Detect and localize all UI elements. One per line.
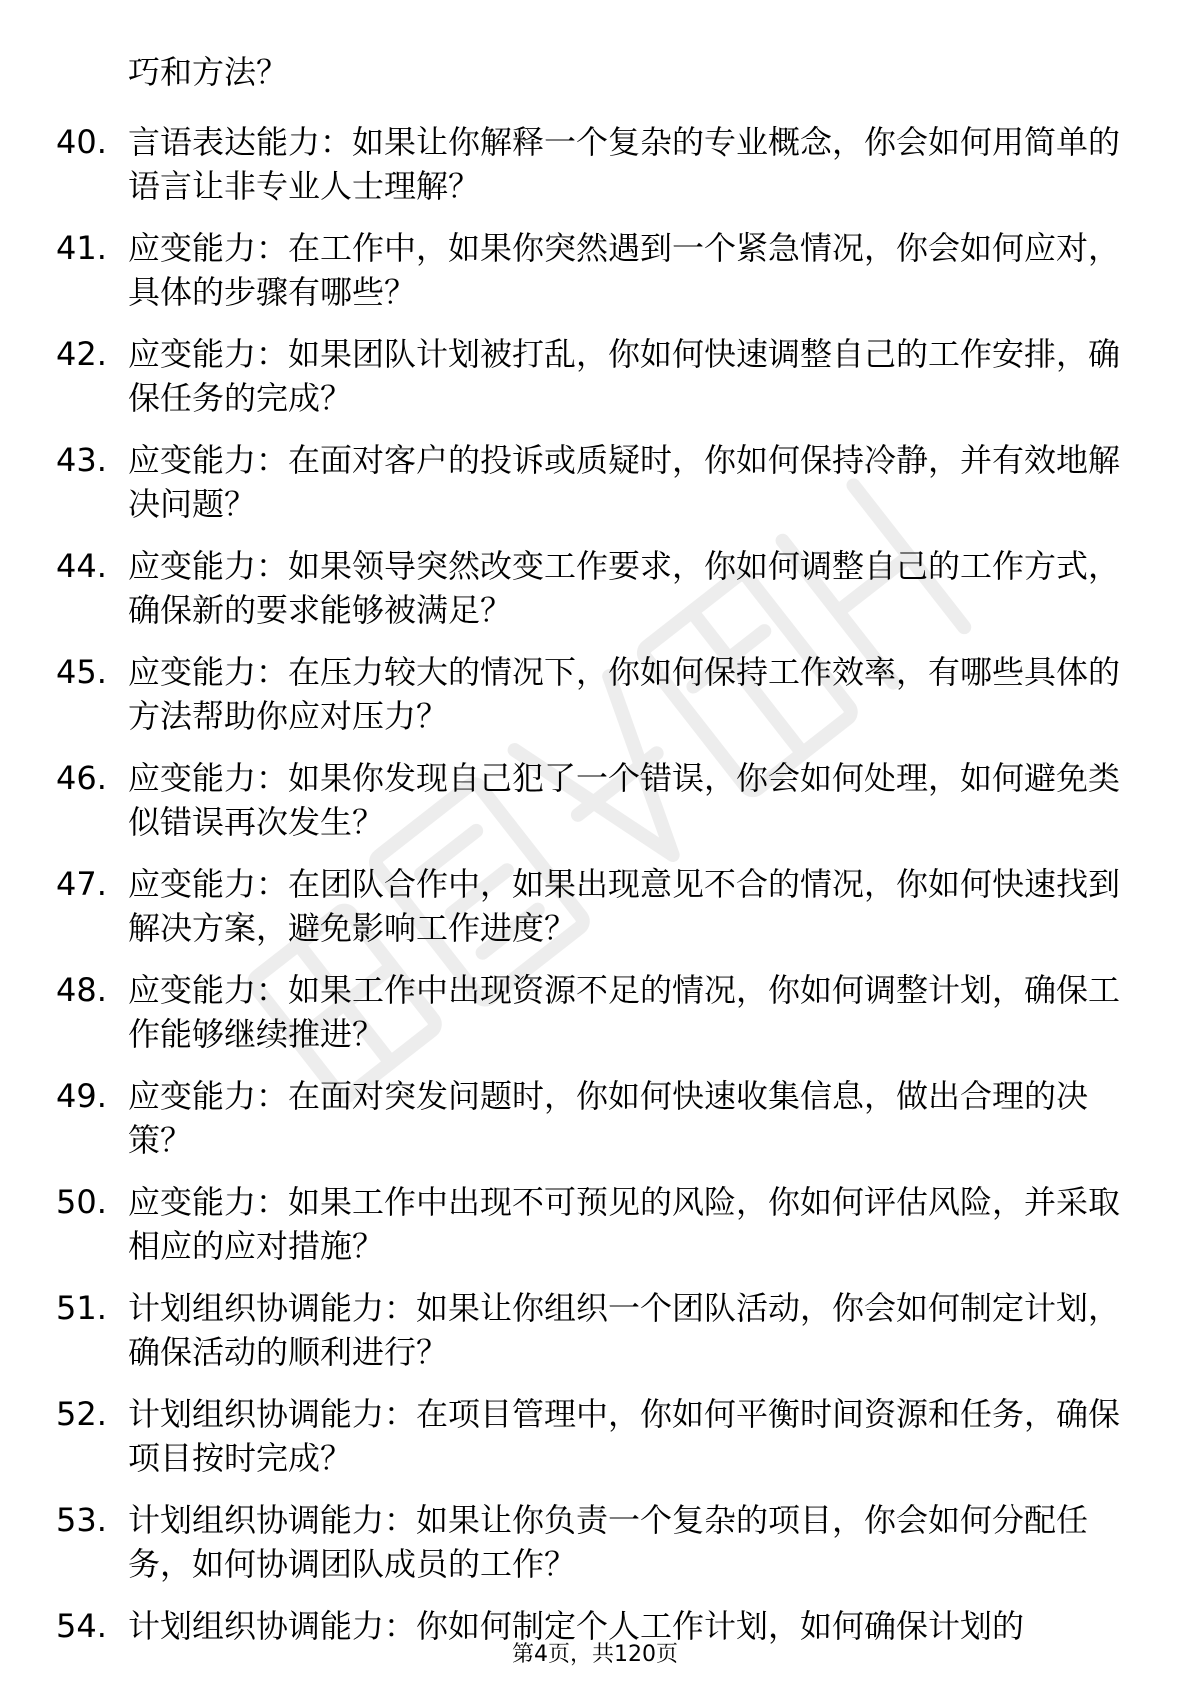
list-item	[56, 1286, 1136, 1374]
list-item	[56, 120, 1136, 208]
item-text: 应变能力：如果团队计划被打乱，你如何快速调整自己的工作安排，确保任务的完成？	[128, 335, 1121, 417]
page-footer: 第4页，共120页	[512, 1642, 678, 1667]
question-list	[56, 50, 1136, 1666]
list-item	[56, 1074, 1136, 1162]
item-number: 52.	[56, 1395, 107, 1433]
item-text: 应变能力：在面对突发问题时，你如何快速收集信息，做出合理的决策？	[128, 1077, 1089, 1159]
item-number: 54.	[56, 1607, 107, 1645]
item-text: 计划组织协调能力：如果让你组织一个团队活动，你会如何制定计划，确保活动的顺利进行？	[128, 1289, 1121, 1371]
item-number: 48.	[56, 971, 107, 1009]
item-text: 应变能力：在压力较大的情况下，你如何保持工作效率，有哪些具体的方法帮助你应对压力？	[128, 653, 1121, 735]
item-text: 计划组织协调能力：如果让你负责一个复杂的项目，你会如何分配任务，如何协调团队成员的工作？	[128, 1501, 1089, 1583]
item-text: 应变能力：在团队合作中，如果出现意见不合的情况，你如何快速找到解决方案，避免影响工作进度？	[128, 865, 1121, 947]
item-number: 45.	[56, 653, 107, 691]
list-item	[56, 862, 1136, 950]
item-text: 应变能力：如果工作中出现不可预见的风险，你如何评估风险，并采取相应的应对措施？	[128, 1183, 1121, 1265]
item-number: 43.	[56, 441, 107, 479]
list-item	[56, 226, 1136, 314]
item-text: 计划组织协调能力：你如何制定个人工作计划，如何确保计划的	[128, 1607, 1025, 1645]
item-number: 53.	[56, 1501, 107, 1539]
list-item	[56, 438, 1136, 526]
item-number: 46.	[56, 759, 107, 797]
list-item	[56, 1180, 1136, 1268]
item-number: 49.	[56, 1077, 107, 1115]
continued-question-text: 巧和方法？	[128, 53, 289, 91]
list-item	[56, 1498, 1136, 1586]
item-number: 42.	[56, 335, 107, 373]
list-item	[56, 968, 1136, 1056]
list-item	[56, 332, 1136, 420]
item-text: 言语表达能力：如果让你解释一个复杂的专业概念，你会如何用简单的语言让非专业人士理解？	[128, 123, 1121, 205]
item-number: 40.	[56, 123, 107, 161]
list-item	[56, 1392, 1136, 1480]
list-item	[56, 756, 1136, 844]
item-text: 应变能力：在工作中，如果你突然遇到一个紧急情况，你会如何应对，具体的步骤有哪些？	[128, 229, 1121, 311]
item-number: 50.	[56, 1183, 107, 1221]
item-text: 计划组织协调能力：在项目管理中，你如何平衡时间资源和任务，确保项目按时完成？	[128, 1395, 1121, 1477]
item-text: 应变能力：如果工作中出现资源不足的情况，你如何调整计划，确保工作能够继续推进？	[128, 971, 1121, 1053]
item-text: 应变能力：在面对客户的投诉或质疑时，你如何保持冷静，并有效地解决问题？	[128, 441, 1121, 523]
item-number: 47.	[56, 865, 107, 903]
item-number: 44.	[56, 547, 107, 585]
list-item	[56, 650, 1136, 738]
list-item	[56, 544, 1136, 632]
item-text: 应变能力：如果你发现自己犯了一个错误，你会如何处理，如何避免类似错误再次发生？	[128, 759, 1121, 841]
item-number: 41.	[56, 229, 107, 267]
item-text: 应变能力：如果领导突然改变工作要求，你如何调整自己的工作方式，确保新的要求能够被满足？	[128, 547, 1121, 629]
item-number: 51.	[56, 1289, 107, 1327]
